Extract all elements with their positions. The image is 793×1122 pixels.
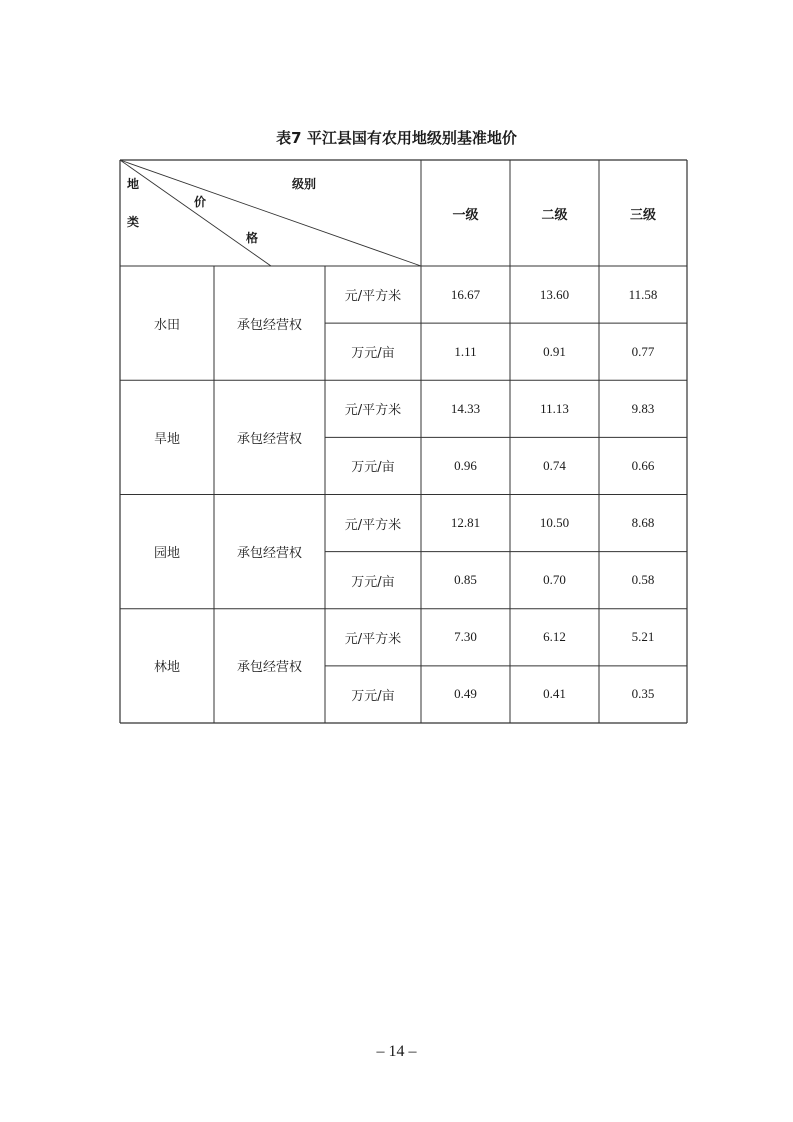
unit-cell: 万元/亩 [351,460,395,476]
right-type-cell: 承包经营权 [236,546,302,562]
land-type-cell: 水田 [153,317,180,333]
price-value-cell: 0.66 [631,457,655,473]
price-value-cell: 0.91 [543,343,566,359]
price-value-cell: 1.11 [454,343,477,359]
land-type-cell: 林地 [153,660,180,676]
unit-cell: 元/平方米 [344,517,402,533]
price-value-cell: 7.30 [454,629,477,645]
corner-land-char: 地 [127,177,140,191]
grid-line [120,160,271,266]
right-type-cell: 承包经营权 [236,317,302,333]
price-value-cell: 14.33 [450,400,481,416]
price-value-cell: 0.74 [543,457,566,473]
land-type-cell: 旱地 [153,431,180,447]
price-value-cell: 0.85 [454,572,477,588]
corner-price-char: 价 [194,195,207,209]
unit-cell: 元/平方米 [344,403,402,419]
right-type-cell: 承包经营权 [236,660,302,676]
land-type-cell: 园地 [153,546,180,562]
price-value-cell: 0.49 [454,686,477,702]
column-header-level-1: 一级 [452,207,479,223]
price-value-cell: 10.50 [539,515,570,531]
unit-cell: 元/平方米 [344,631,402,647]
corner-type-char: 类 [127,215,140,229]
price-value-cell: 16.67 [450,286,481,302]
price-value-cell: 0.58 [631,572,655,588]
price-value-cell: 0.70 [543,572,566,588]
price-value-cell: 12.81 [450,515,481,531]
unit-cell: 万元/亩 [351,574,395,590]
price-value-cell: 8.68 [631,515,655,531]
grid-line [120,160,421,266]
price-value-cell: 0.77 [631,343,655,359]
column-header-level-3: 三级 [629,207,656,223]
right-type-cell: 承包经营权 [236,431,302,447]
price-value-cell: 6.12 [543,629,566,645]
unit-cell: 万元/亩 [351,346,395,362]
price-value-cell: 0.96 [454,457,477,473]
corner-level-label: 级别 [292,177,317,191]
unit-cell: 万元/亩 [351,688,395,704]
price-value-cell: 11.58 [628,286,658,302]
column-header-level-2: 二级 [541,207,568,223]
price-value-cell: 11.13 [540,400,569,416]
unit-cell: 元/平方米 [344,289,402,305]
table-title: 表7 平江县国有农用地级别基准地价 [276,129,517,147]
corner-ge-char: 格 [246,231,259,245]
page-number: – 14 – [376,1043,417,1060]
price-value-cell: 9.83 [631,400,655,416]
price-value-cell: 13.60 [539,286,570,302]
price-value-cell: 0.41 [543,686,566,702]
price-value-cell: 5.21 [631,629,655,645]
price-value-cell: 0.35 [631,686,655,702]
